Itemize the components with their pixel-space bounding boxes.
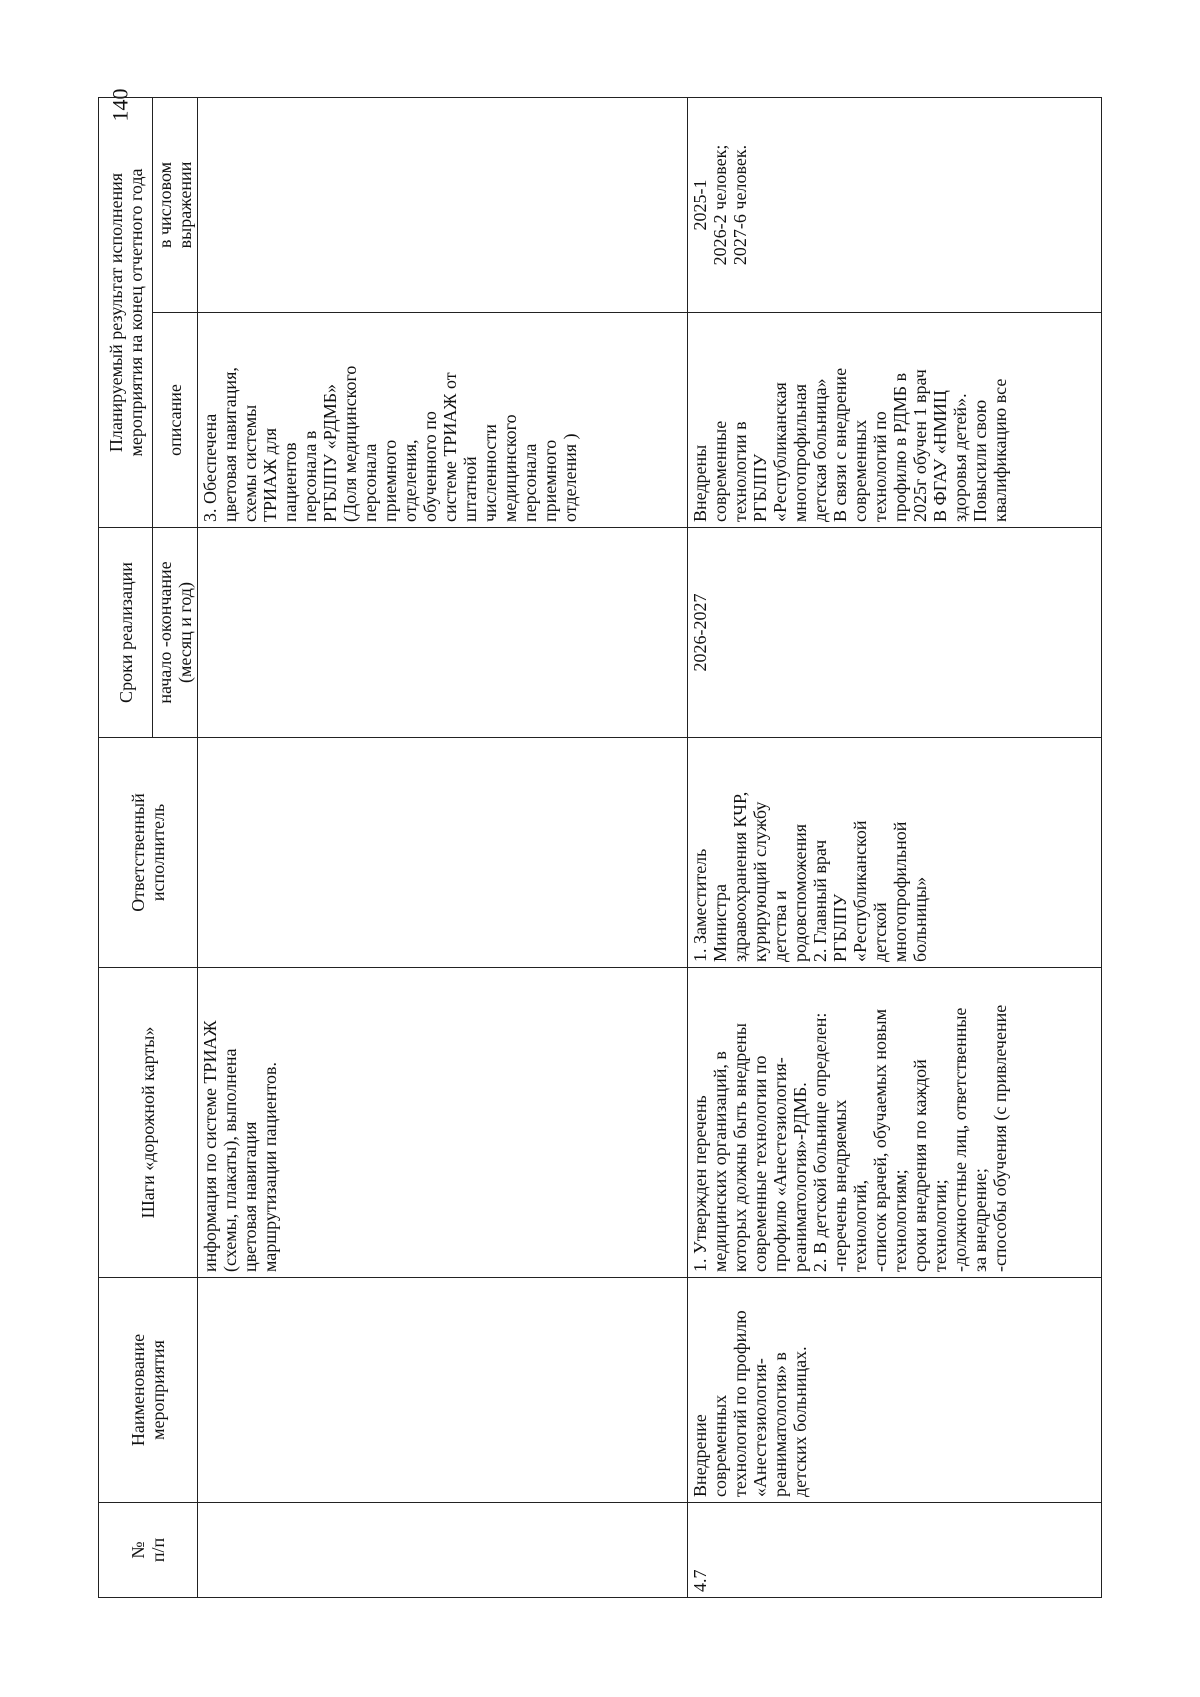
cell-name: Внедрение современных технологий по профилю «Анестезиология- реаниматология» в детских больницах. [688,1278,1102,1503]
header-result-desc: описание [153,313,198,528]
header-timing: Сроки реализации [99,528,153,738]
cell-executor: 1. Заместитель Министра здравоохранения КЧР, курирующий службу детства и родовспоможения 2. Главный врач РГБЛПУ «Республиканской детской многопрофильной больницы» [688,738,1102,968]
rotated-table-container [98,98,1098,1598]
roadmap-table [98,97,1102,1598]
cell-no [198,1503,688,1598]
cell-result-num [198,98,688,313]
header-result: Планируемый результат исполнения мероприятия на конец отчетного года [99,98,153,528]
header-timing-sub: начало -окончание (месяц и год) [153,528,198,738]
cell-name [198,1278,688,1503]
cell-timing: 2026-2027 [688,528,1102,738]
header-executor: Ответственный исполнитель [99,738,198,968]
cell-timing [198,528,688,738]
table-row [198,98,688,1598]
header-name: Наименование мероприятия [99,1278,198,1503]
cell-steps: информация по системе ТРИАЖ (схемы, плакаты), выполнена цветовая навигация маршрутизации пациентов. [198,968,688,1278]
cell-result-desc: Внедрены современные технологии в РГБЛПУ «Республиканская многопрофильная детская больница» В связи с внедрение современных технологий по профилю в РДМБ в 2025г обучен 1 врач В ФГАУ «НМИЦ здоровья детей». Повысили свою квалификацию все [688,313,1102,528]
cell-steps: 1. Утвержден перечень медицинских организаций, в которых должны быть внедрены современные технологии по профилю «Анестезиология- реаниматология»-РДМБ. 2. В детской больнице определен: -перечень внедряемых технологий, -список врачей, обучаемых новым технологиям; сроки внедрения по каждой технологии; -должностные лиц, ответственные за внедрение; -способы обучения (с привлечение [688,968,1102,1278]
cell-executor [198,738,688,968]
cell-no: 4.7 [688,1503,1102,1598]
cell-result-num: 2025-1 2026-2 человек; 2027-6 человек. [688,98,1102,313]
header-row [99,98,153,1598]
header-no: № п/п [99,1503,198,1598]
header-steps: Шаги «дорожной карты» [99,968,198,1278]
page-number: 140 [107,88,133,122]
header-result-num: в числовом выражении [153,98,198,313]
cell-result-desc: 3. Обеспечена цветовая навигация, схемы системы ТРИАЖ для пациентов персонала в РГБЛПУ «РДМБ» (Доля медицинского персонала приемного отделения, обученного по системе ТРИАЖ от штатной численности медицинского персонала приемного отделения ) [198,313,688,528]
table-row [688,98,1102,1598]
